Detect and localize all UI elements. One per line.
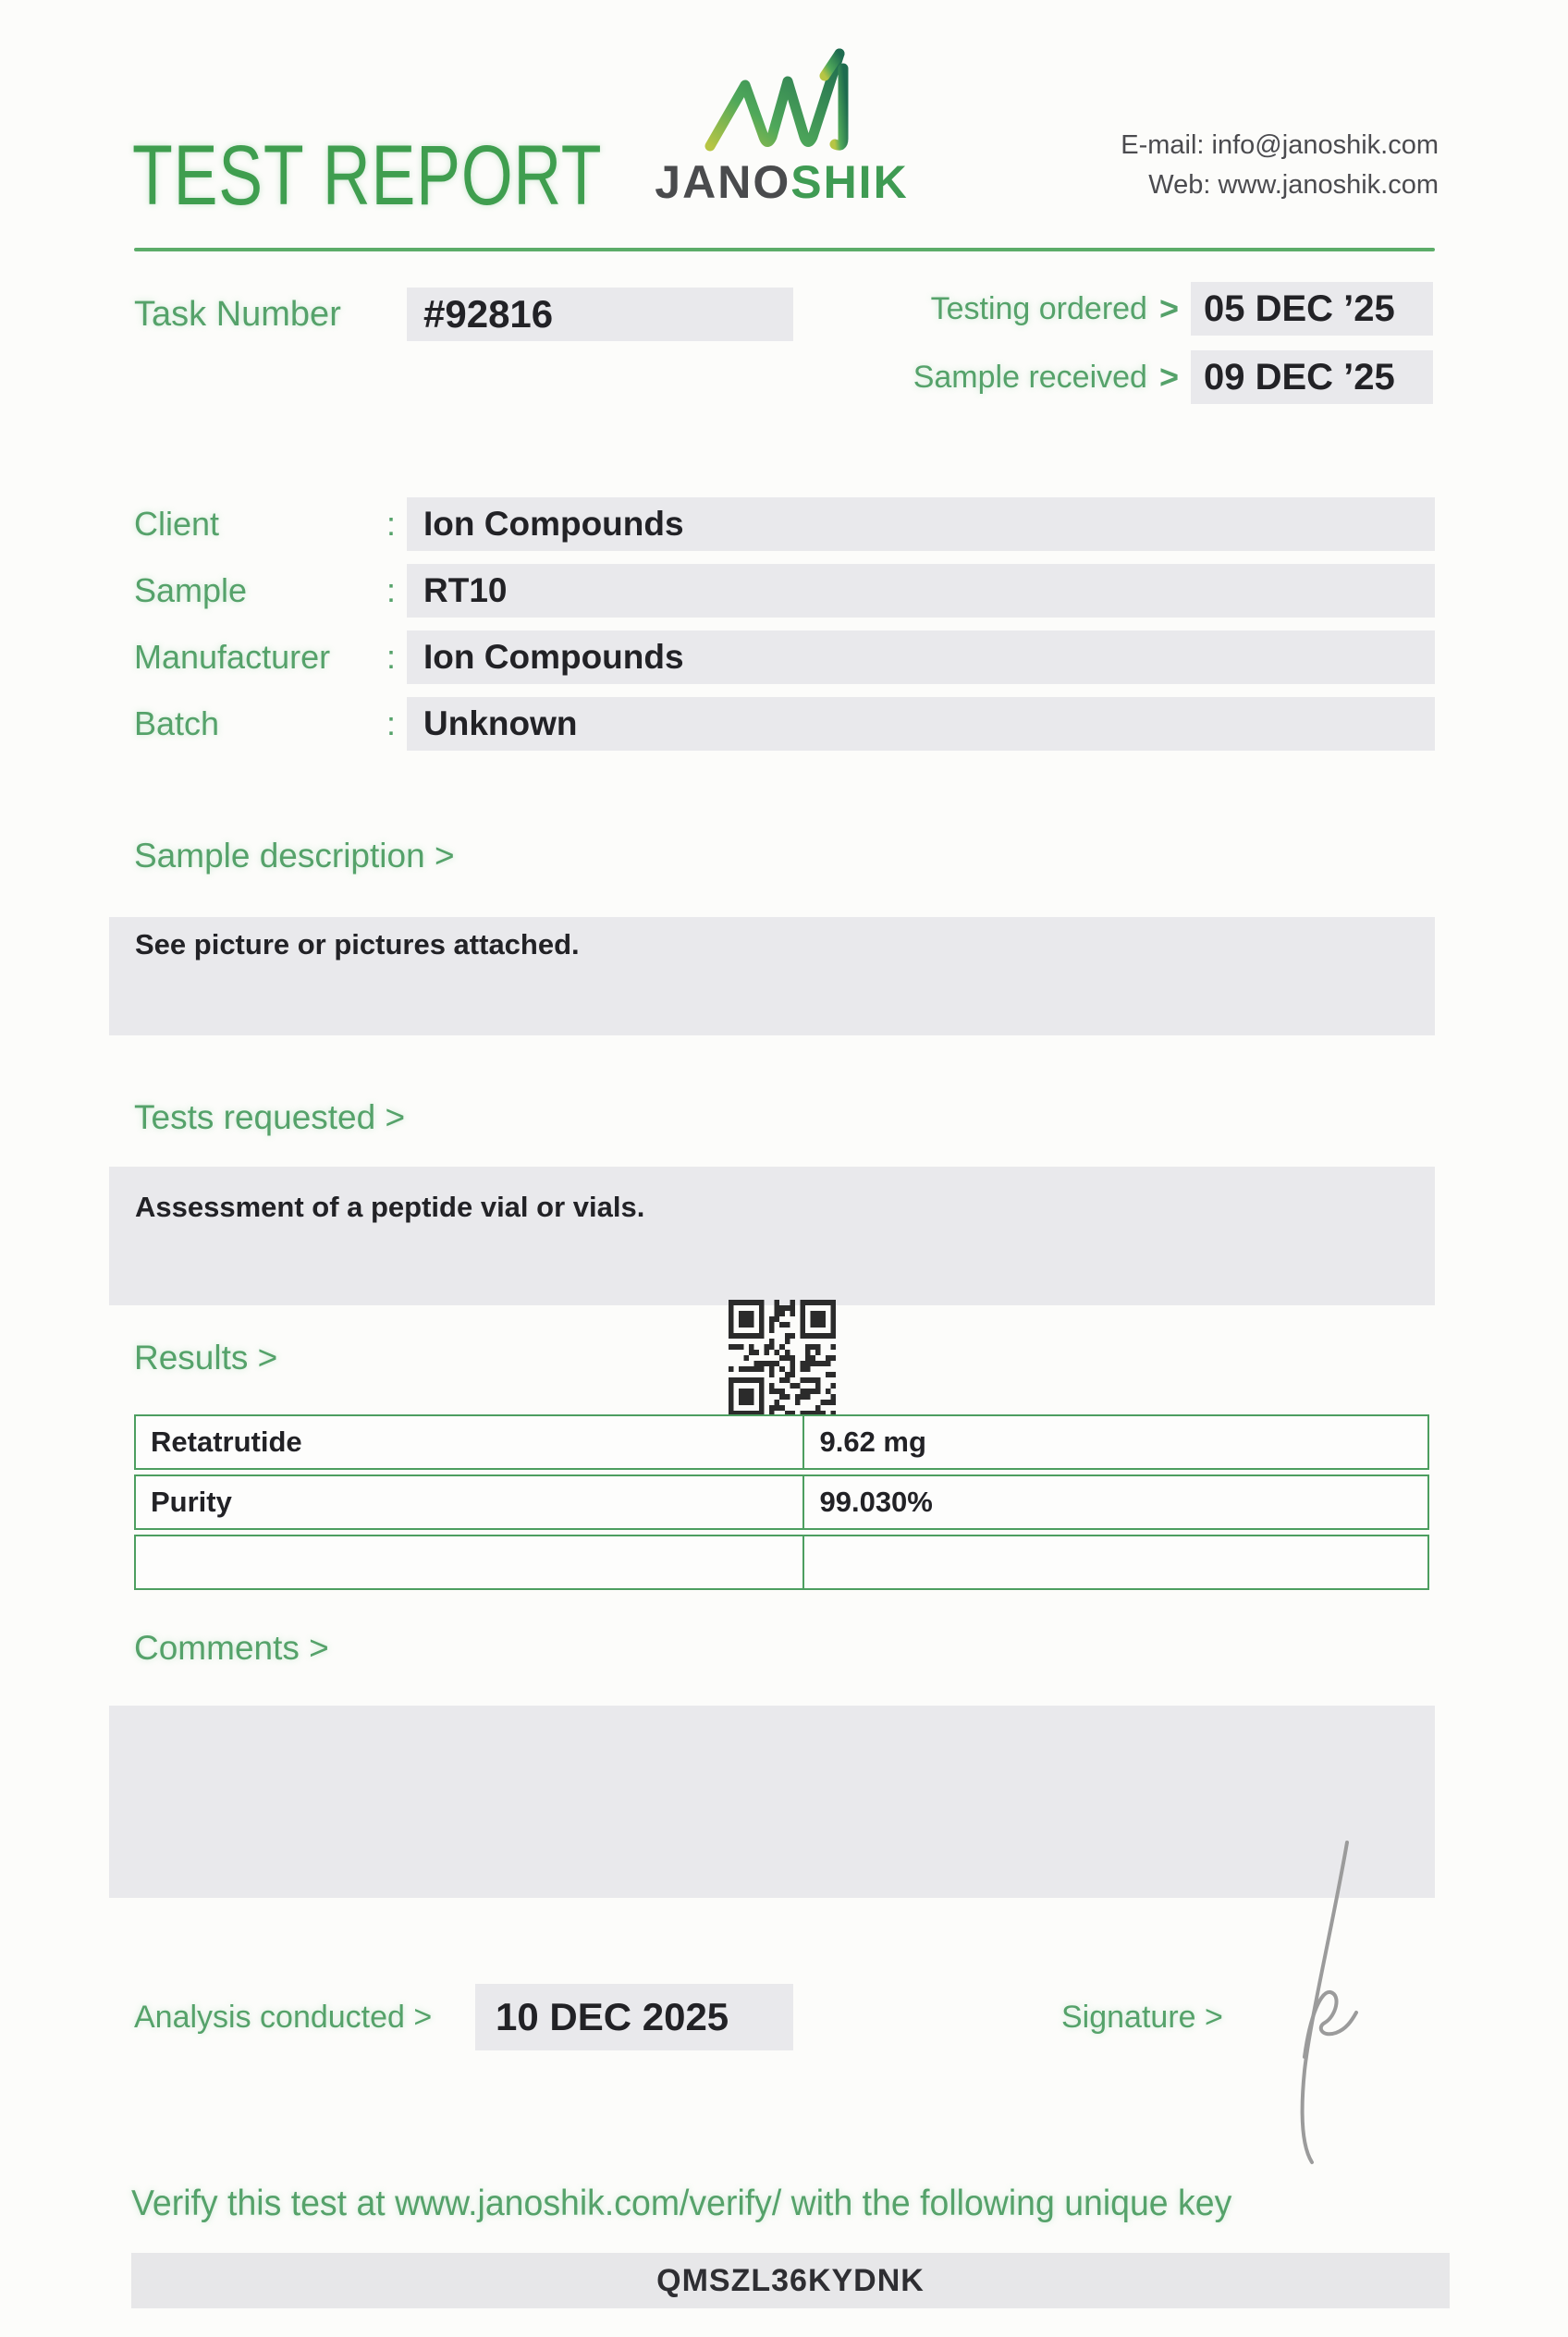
manufacturer-value: Ion Compounds — [423, 638, 684, 676]
tests-requested-text: Assessment of a peptide vial or vials. — [135, 1191, 645, 1223]
results-heading: Results > — [134, 1339, 278, 1377]
table-row — [134, 1474, 1429, 1530]
detail-row-sample — [134, 564, 1435, 618]
contact-block — [1121, 126, 1439, 205]
detail-row-manufacturer — [134, 630, 1435, 684]
signature-label: Signature > — [1061, 2000, 1223, 2035]
sample-description-text: See picture or pictures attached. — [135, 928, 580, 960]
detail-row-client — [134, 497, 1435, 551]
logo-text-green: SHIK — [790, 156, 909, 208]
sample-value: RT10 — [423, 571, 508, 609]
testing-ordered-field — [1191, 282, 1433, 336]
task-number-label: Task Number — [134, 295, 341, 334]
client-field — [407, 497, 1435, 551]
comments-heading: Comments > — [134, 1629, 329, 1667]
task-number-field — [407, 288, 793, 341]
company-logo — [636, 41, 927, 209]
results-table — [134, 1414, 1429, 1595]
arrow-glyph: > — [1158, 358, 1179, 396]
result-analyte: Retatrutide — [136, 1416, 804, 1468]
analysis-date-value: 10 DEC 2025 — [496, 1995, 729, 2038]
growth-chart-icon — [690, 41, 875, 153]
result-value: 99.030% — [819, 1486, 933, 1518]
manufacturer-field — [407, 630, 1435, 684]
sample-field — [407, 564, 1435, 618]
batch-label: Batch — [134, 704, 220, 742]
sample-label: Sample — [134, 571, 248, 609]
header-divider — [134, 248, 1435, 251]
sample-received-value: 09 DEC ’25 — [1204, 357, 1395, 398]
colon-glyph: : — [386, 505, 397, 543]
task-number-value: #92816 — [423, 292, 554, 336]
testing-ordered-row — [878, 282, 1433, 336]
handwritten-signature — [1197, 1835, 1382, 2172]
colon-glyph: : — [386, 571, 397, 609]
contact-web: Web: www.janoshik.com — [1148, 170, 1439, 200]
colon-glyph: : — [386, 638, 397, 676]
sample-received-row — [878, 350, 1433, 404]
contact-email: E-mail: info@janoshik.com — [1121, 130, 1439, 160]
arrow-glyph: > — [1158, 289, 1179, 327]
comments-text — [109, 1706, 1435, 1717]
verify-instruction: Verify this test at www.janoshik.com/verify/ with the following unique key — [131, 2184, 1232, 2223]
detail-row-batch — [134, 697, 1435, 751]
logo-text-dark: JANO — [655, 156, 791, 208]
client-value: Ion Compounds — [423, 505, 684, 543]
testing-ordered-value: 05 DEC ’25 — [1204, 288, 1395, 329]
sample-received-label: Sample received — [913, 359, 1147, 395]
batch-value: Unknown — [423, 704, 578, 742]
page-title: TEST REPORT — [132, 128, 603, 223]
colon-glyph: : — [386, 704, 397, 742]
qr-code — [729, 1300, 836, 1416]
sample-received-field — [1191, 350, 1433, 404]
logo-wordmark — [636, 155, 927, 209]
analysis-date-field — [475, 1984, 793, 2050]
client-label: Client — [134, 505, 220, 543]
result-value — [804, 1536, 1427, 1588]
table-row — [134, 1535, 1429, 1590]
result-analyte: Purity — [136, 1476, 804, 1528]
tests-requested-heading: Tests requested > — [134, 1098, 406, 1136]
sample-description-heading: Sample description > — [134, 837, 455, 875]
analysis-conducted-label: Analysis conducted > — [134, 2000, 433, 2035]
batch-field — [407, 697, 1435, 751]
sample-description-box — [109, 917, 1435, 1035]
unique-key-field — [131, 2253, 1450, 2308]
manufacturer-label: Manufacturer — [134, 638, 331, 676]
unique-key-value: QMSZL36KYDNK — [656, 2263, 925, 2298]
result-value: 9.62 mg — [819, 1425, 926, 1458]
result-analyte — [136, 1536, 804, 1588]
table-row — [134, 1414, 1429, 1470]
testing-ordered-label: Testing ordered — [930, 290, 1147, 326]
tests-requested-box — [109, 1167, 1435, 1305]
